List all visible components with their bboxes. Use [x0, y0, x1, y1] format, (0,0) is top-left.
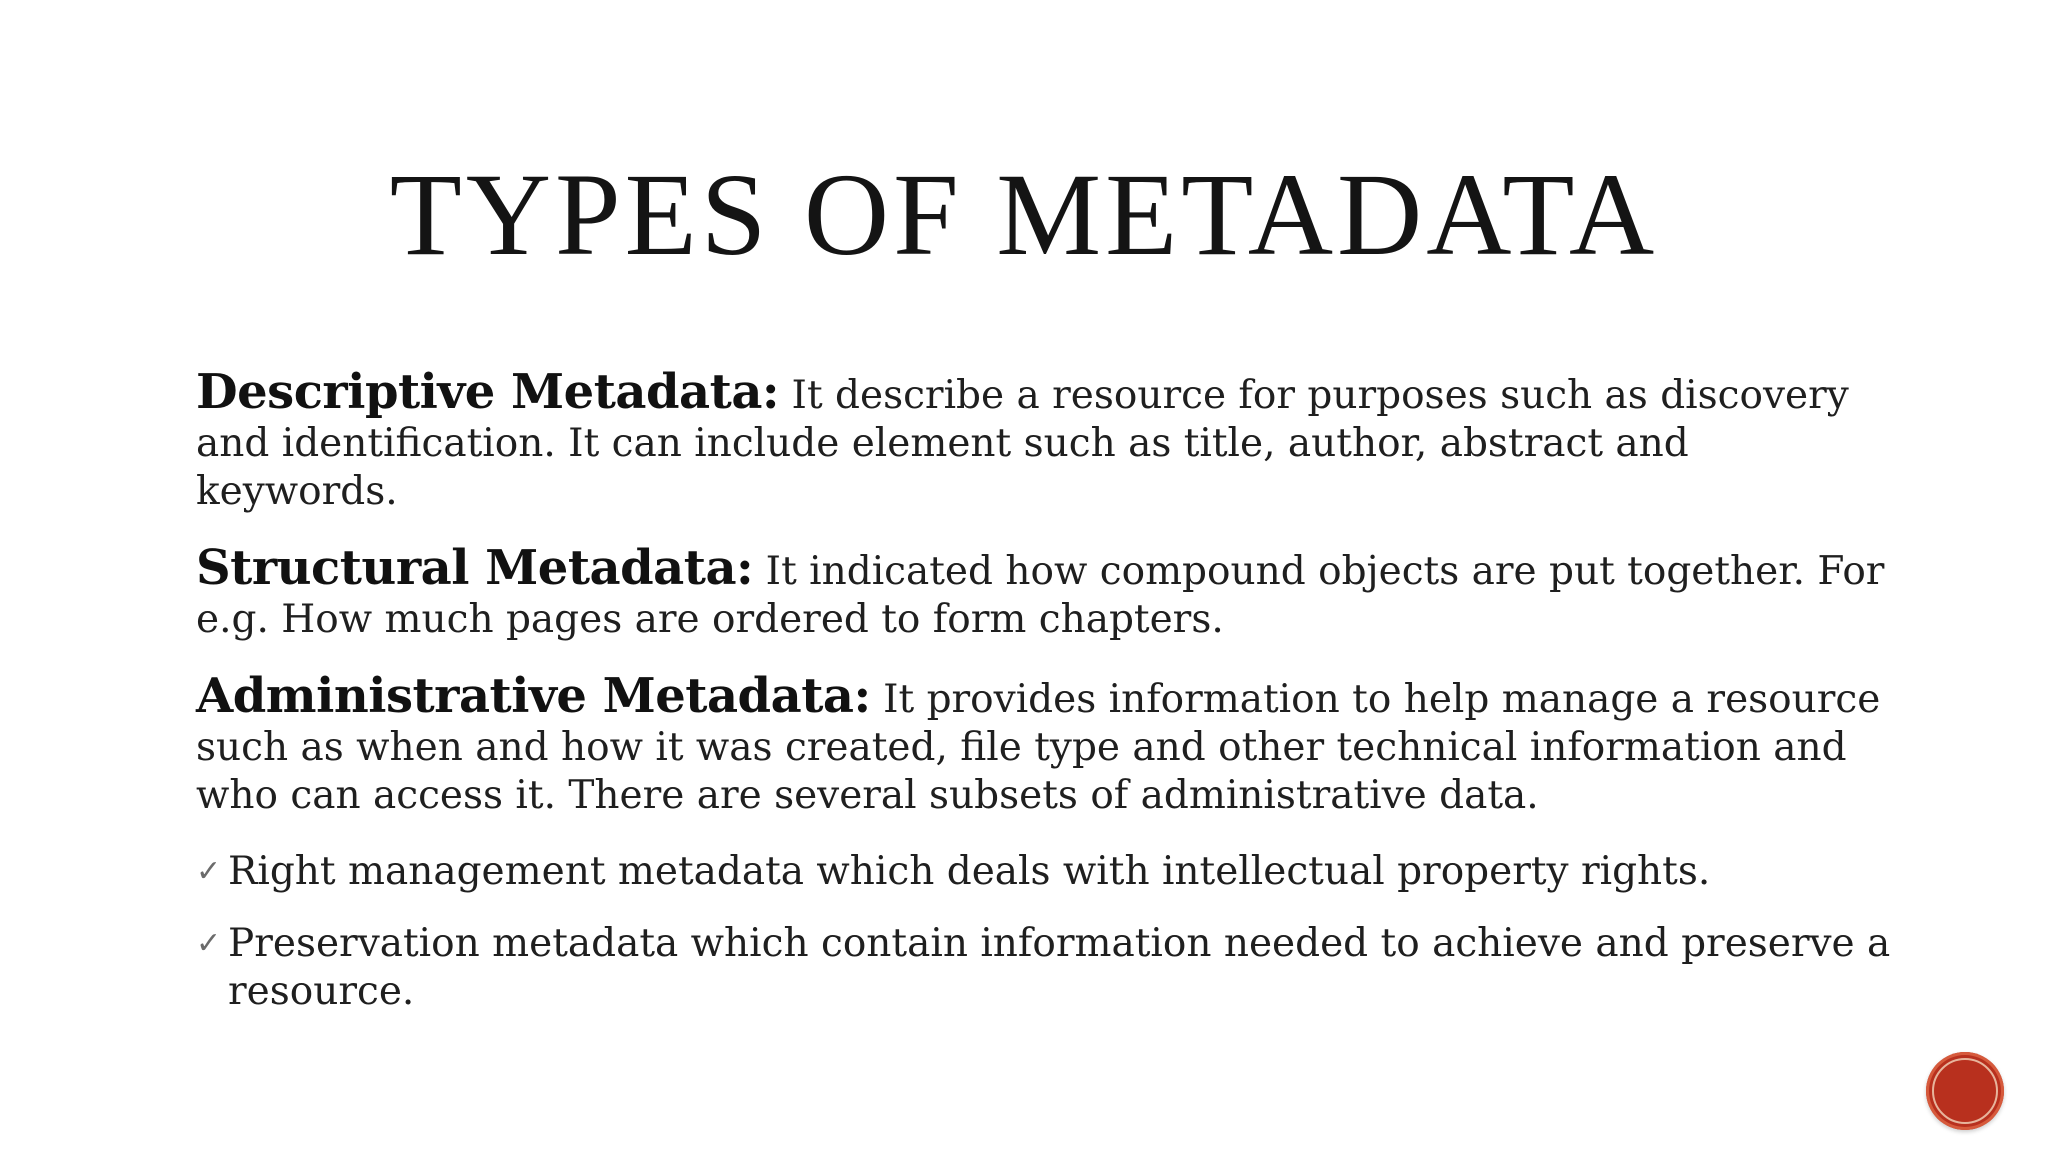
term-administrative: Administrative Metadata: [196, 668, 871, 724]
bullet-text: Right management metadata which deals with intellectual property rights. [228, 849, 1711, 894]
term-descriptive: Descriptive Metadata: [196, 364, 780, 420]
bullet-text: Preservation metadata which contain information needed to achieve and preserve a resource. [228, 921, 1891, 1014]
red-circle-logo-icon [1926, 1052, 2004, 1130]
slide-body [196, 364, 1896, 1040]
definition-administrative: It provides information to help manage a resource such as when and how it was created, file type and other technical information and who can access it. There are several subsets of administrative data. [196, 677, 1881, 818]
paragraph-descriptive [196, 364, 1896, 516]
checkmark-icon: ✓ [196, 854, 222, 889]
logo-inner-ring [1932, 1058, 1998, 1124]
definition-structural: It indicated how compound objects are put together. For e.g. How much pages are ordered to form chapters. [196, 549, 1885, 642]
term-structural: Structural Metadata: [196, 540, 754, 596]
bullet-rights-management [196, 848, 1896, 896]
paragraph-administrative [196, 668, 1896, 820]
checkmark-icon: ✓ [196, 926, 222, 961]
paragraph-structural [196, 540, 1896, 644]
slide-title: TYPES OF METADATA [389, 149, 1659, 280]
bullet-preservation [196, 920, 1896, 1016]
definition-descriptive: It describe a resource for purposes such as discovery and identification. It can include element such as title, author, abstract and keywords. [196, 373, 1849, 514]
